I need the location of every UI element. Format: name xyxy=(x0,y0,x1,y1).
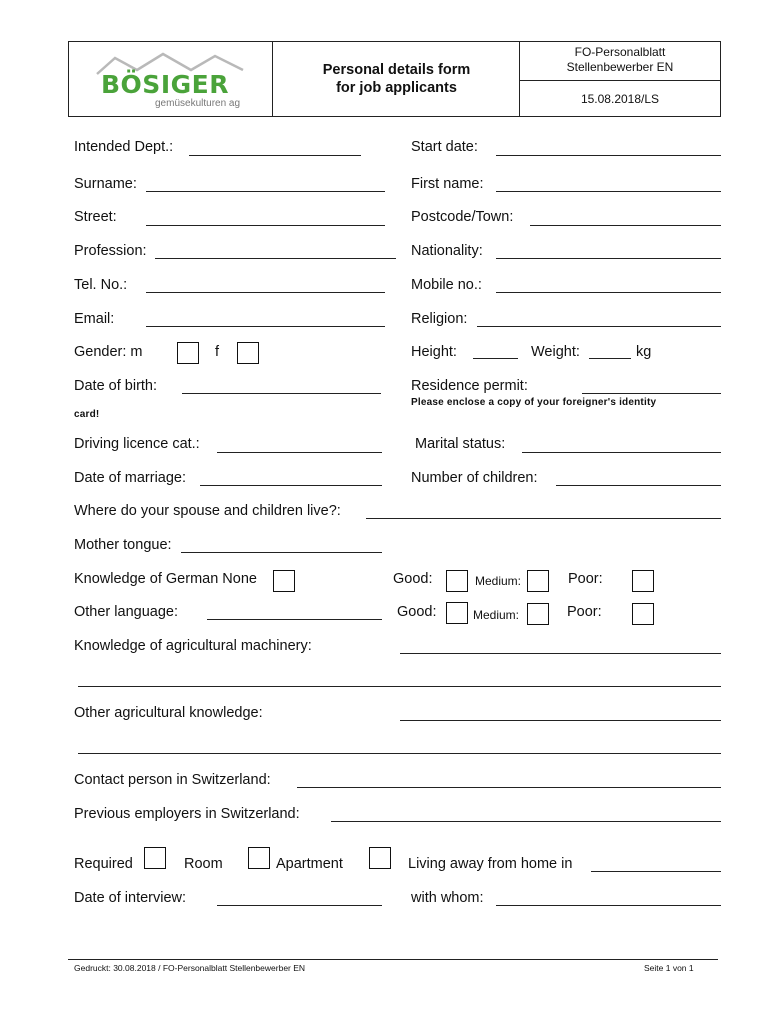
contact-field[interactable] xyxy=(297,787,721,788)
email-field[interactable] xyxy=(146,326,385,327)
with-whom-label: with whom: xyxy=(411,890,484,906)
other-lang-poor-label: Poor: xyxy=(567,604,602,620)
children-label: Number of children: xyxy=(411,470,538,486)
height-label: Height: xyxy=(411,344,457,360)
with-whom-field[interactable] xyxy=(496,905,721,906)
weight-field[interactable] xyxy=(589,358,631,359)
german-none-checkbox[interactable] xyxy=(273,570,295,592)
living-away-label: Living away from home in xyxy=(408,856,573,872)
spouse-label: Where do your spouse and children live?: xyxy=(74,503,341,519)
marital-label: Marital status: xyxy=(415,436,506,452)
other-lang-medium-checkbox[interactable] xyxy=(527,603,549,625)
profession-label: Profession: xyxy=(74,243,147,259)
postcode-label: Postcode/Town: xyxy=(411,209,514,225)
german-good-checkbox[interactable] xyxy=(446,570,468,592)
german-good-label: Good: xyxy=(393,571,433,587)
footer-page: Seite 1 von 1 xyxy=(644,963,694,973)
email-label: Email: xyxy=(74,311,115,327)
first-name-field[interactable] xyxy=(496,191,721,192)
street-field[interactable] xyxy=(146,225,385,226)
profession-field[interactable] xyxy=(155,258,396,259)
footer-printed: Gedruckt: 30.08.2018 / FO-Personalblatt Stellenbewerber EN xyxy=(74,963,306,973)
company-logo xyxy=(93,52,253,108)
footer-divider xyxy=(68,959,718,960)
other-language-label: Other language: xyxy=(74,604,178,620)
other-lang-poor-checkbox[interactable] xyxy=(632,603,654,625)
driving-label: Driving licence cat.: xyxy=(74,436,200,452)
other-language-field[interactable] xyxy=(207,619,382,620)
german-poor-label: Poor: xyxy=(568,571,603,587)
apartment-checkbox[interactable] xyxy=(369,847,391,869)
german-label: Knowledge of German None xyxy=(74,571,257,587)
logo-tagline: gemüsekulturen ag xyxy=(155,98,241,109)
other-lang-medium-label: Medium: xyxy=(473,608,520,622)
height-field[interactable] xyxy=(473,358,518,359)
doc-code-line2: Stellenbewerber EN xyxy=(566,60,674,74)
required-label: Required xyxy=(74,856,133,872)
interview-label: Date of interview: xyxy=(74,890,187,906)
weight-label: Weight: xyxy=(531,344,580,360)
gender-f-label: f xyxy=(215,344,220,360)
form-title-line1: Personal details form xyxy=(322,62,471,78)
doc-code-line1: FO-Personalblatt xyxy=(574,45,666,59)
children-field[interactable] xyxy=(556,485,721,486)
german-medium-label: Medium: xyxy=(475,574,522,588)
mobile-field[interactable] xyxy=(496,292,721,293)
other-agri-label: Other agricultural knowledge: xyxy=(74,705,263,721)
form-header xyxy=(68,41,721,117)
nationality-label: Nationality: xyxy=(411,243,483,259)
mother-tongue-field[interactable] xyxy=(181,552,382,553)
other-agri-field-continued[interactable] xyxy=(78,753,721,754)
german-medium-checkbox[interactable] xyxy=(527,570,549,592)
start-date-label: Start date: xyxy=(411,139,478,155)
surname-label: Surname: xyxy=(74,176,137,192)
residence-note-end: card! xyxy=(74,409,100,420)
residence-label: Residence permit: xyxy=(411,378,528,394)
intended-dept-label: Intended Dept.: xyxy=(74,139,174,155)
marriage-field[interactable] xyxy=(200,485,382,486)
other-agri-field[interactable] xyxy=(400,720,721,721)
nationality-field[interactable] xyxy=(496,258,721,259)
religion-field[interactable] xyxy=(477,326,721,327)
doc-date: 15.08.2018/LS xyxy=(580,92,660,106)
postcode-field[interactable] xyxy=(530,225,721,226)
living-away-field[interactable] xyxy=(591,871,721,872)
first-name-label: First name: xyxy=(411,176,484,192)
surname-field[interactable] xyxy=(146,191,385,192)
machinery-label: Knowledge of agricultural machinery: xyxy=(74,638,312,654)
prev-employers-field[interactable] xyxy=(331,821,721,822)
room-label: Room xyxy=(184,856,223,872)
doc-info-cell xyxy=(519,42,720,116)
required-checkbox[interactable] xyxy=(144,847,166,869)
dob-label: Date of birth: xyxy=(74,378,158,394)
religion-label: Religion: xyxy=(411,311,468,327)
marital-field[interactable] xyxy=(522,452,721,453)
marriage-label: Date of marriage: xyxy=(74,470,187,486)
residence-note: Please enclose a copy of your foreigner's identity xyxy=(411,397,657,408)
start-date-field[interactable] xyxy=(496,155,721,156)
form-title-line2: for job applicants xyxy=(336,80,457,96)
mobile-label: Mobile no.: xyxy=(411,277,482,293)
tel-label: Tel. No.: xyxy=(74,277,128,293)
interview-field[interactable] xyxy=(217,905,382,906)
other-lang-good-label: Good: xyxy=(397,604,437,620)
german-poor-checkbox[interactable] xyxy=(632,570,654,592)
tel-field[interactable] xyxy=(146,292,385,293)
prev-employers-label: Previous employers in Switzerland: xyxy=(74,806,300,822)
gender-label: Gender: m xyxy=(74,344,143,360)
gender-m-checkbox[interactable] xyxy=(177,342,199,364)
room-checkbox[interactable] xyxy=(248,847,270,869)
kg-unit: kg xyxy=(636,344,652,360)
machinery-field-continued[interactable] xyxy=(78,686,721,687)
driving-field[interactable] xyxy=(217,452,382,453)
mother-tongue-label: Mother tongue: xyxy=(74,537,172,553)
logo-brand: BÖSIGER xyxy=(101,70,229,99)
intended-dept-field[interactable] xyxy=(189,155,361,156)
dob-field[interactable] xyxy=(182,393,381,394)
gender-f-checkbox[interactable] xyxy=(237,342,259,364)
spouse-field[interactable] xyxy=(366,518,721,519)
title-cell xyxy=(272,42,520,116)
apartment-label: Apartment xyxy=(276,856,343,872)
street-label: Street: xyxy=(74,209,117,225)
machinery-field[interactable] xyxy=(400,653,721,654)
contact-label: Contact person in Switzerland: xyxy=(74,772,271,788)
other-lang-good-checkbox[interactable] xyxy=(446,602,468,624)
